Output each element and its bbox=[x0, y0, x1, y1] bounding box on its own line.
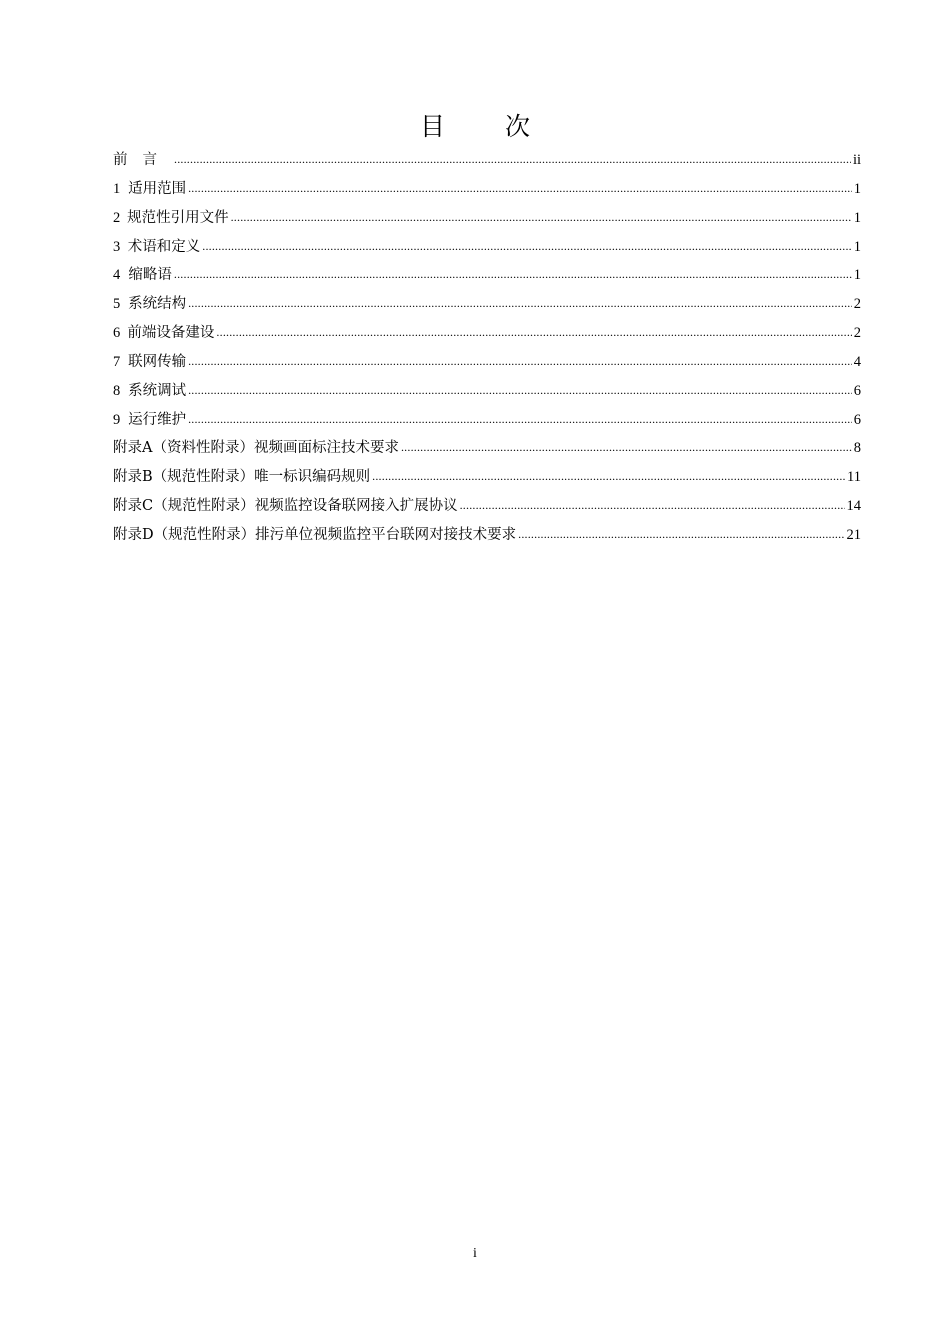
toc-leader-dots bbox=[202, 238, 852, 254]
toc-entry[interactable] bbox=[113, 206, 861, 235]
toc-appendix-heading: 附录A（资料性附录） bbox=[113, 440, 254, 457]
toc-leader-dots bbox=[231, 209, 852, 225]
toc-leader-dots bbox=[188, 382, 852, 398]
toc-leader-dots bbox=[372, 468, 845, 484]
toc-entry-page: ii bbox=[852, 152, 861, 168]
toc-entry-label: 缩略语 bbox=[128, 267, 172, 284]
toc-entry-label: 适用范围 bbox=[128, 180, 187, 197]
toc-entry-number: 2 bbox=[113, 209, 121, 226]
toc-entry-label: 系统调试 bbox=[128, 382, 187, 399]
toc-entry-number: 8 bbox=[113, 382, 121, 399]
toc-entry[interactable] bbox=[113, 350, 861, 379]
toc-entry-label: 规范性引用文件 bbox=[127, 209, 229, 226]
page-title: 目次 bbox=[419, 112, 590, 141]
toc-entry[interactable] bbox=[113, 235, 861, 264]
toc-leader-dots bbox=[188, 295, 852, 311]
toc-leader-dots bbox=[174, 266, 852, 282]
toc-leader-dots bbox=[460, 497, 845, 513]
toc-entry-number: 5 bbox=[113, 296, 121, 313]
toc-entry-page: 2 bbox=[853, 296, 861, 313]
toc-entry-label: 运行维护 bbox=[128, 411, 187, 428]
toc-leader-dots bbox=[188, 353, 852, 369]
toc-entry-foreword[interactable] bbox=[113, 148, 861, 177]
toc-entry-page: 14 bbox=[846, 498, 861, 515]
toc-entry-label: 视频监控设备联网接入扩展协议 bbox=[254, 498, 458, 515]
toc-entry-label: 排污单位视频监控平台联网对接技术要求 bbox=[255, 526, 517, 543]
toc-entry-page: 1 bbox=[853, 238, 861, 255]
toc-entry-label: 前言 bbox=[113, 152, 172, 168]
toc-entry-label: 唯一标识编码规则 bbox=[254, 469, 371, 486]
toc-appendix-entry[interactable] bbox=[113, 465, 861, 494]
toc-entry[interactable] bbox=[113, 408, 861, 437]
toc-entry-page: 11 bbox=[847, 469, 861, 486]
toc-entry-label: 系统结构 bbox=[128, 296, 187, 313]
toc-entry-page: 1 bbox=[853, 267, 861, 284]
table-of-contents bbox=[113, 148, 861, 552]
toc-entry[interactable] bbox=[113, 263, 861, 292]
toc-entry-page: 6 bbox=[853, 411, 861, 428]
toc-entry-number: 1 bbox=[113, 180, 121, 197]
toc-entry-page: 1 bbox=[853, 180, 861, 197]
toc-leader-dots bbox=[188, 411, 852, 427]
toc-entry-label: 联网传输 bbox=[128, 353, 187, 370]
page-number: i bbox=[473, 1246, 477, 1261]
toc-entry-label: 视频画面标注技术要求 bbox=[253, 440, 399, 457]
toc-entry-page: 8 bbox=[853, 440, 861, 457]
toc-entry-page: 2 bbox=[853, 325, 861, 342]
toc-appendix-heading: 附录D（规范性附录） bbox=[113, 526, 256, 543]
toc-entry-number: 4 bbox=[113, 267, 121, 284]
toc-leader-dots bbox=[518, 526, 844, 542]
toc-entry[interactable] bbox=[113, 177, 861, 206]
toc-entry-number: 6 bbox=[113, 325, 121, 342]
toc-leader-dots bbox=[188, 180, 852, 196]
toc-appendix-entry[interactable] bbox=[113, 436, 861, 465]
toc-entry-page: 21 bbox=[846, 526, 861, 543]
toc-appendix-entry[interactable] bbox=[113, 523, 861, 552]
toc-entry-page: 1 bbox=[853, 209, 861, 226]
toc-entry-number: 9 bbox=[113, 411, 121, 428]
toc-entry[interactable] bbox=[113, 321, 861, 350]
toc-entry-number: 3 bbox=[113, 238, 121, 255]
toc-leader-dots bbox=[216, 324, 851, 340]
toc-entry-page: 6 bbox=[853, 382, 861, 399]
toc-entry[interactable] bbox=[113, 292, 861, 321]
toc-appendix-entry[interactable] bbox=[113, 494, 861, 523]
toc-entry-page: 4 bbox=[853, 353, 861, 370]
toc-entry[interactable] bbox=[113, 379, 861, 408]
toc-leader-dots bbox=[174, 151, 851, 167]
toc-entry-number: 7 bbox=[113, 353, 121, 370]
toc-entry-label: 前端设备建设 bbox=[127, 325, 215, 342]
toc-appendix-heading: 附录B（规范性附录） bbox=[113, 469, 255, 486]
toc-entry-label: 术语和定义 bbox=[127, 238, 201, 255]
toc-leader-dots bbox=[401, 439, 852, 455]
toc-appendix-heading: 附录C（规范性附录） bbox=[113, 498, 255, 515]
